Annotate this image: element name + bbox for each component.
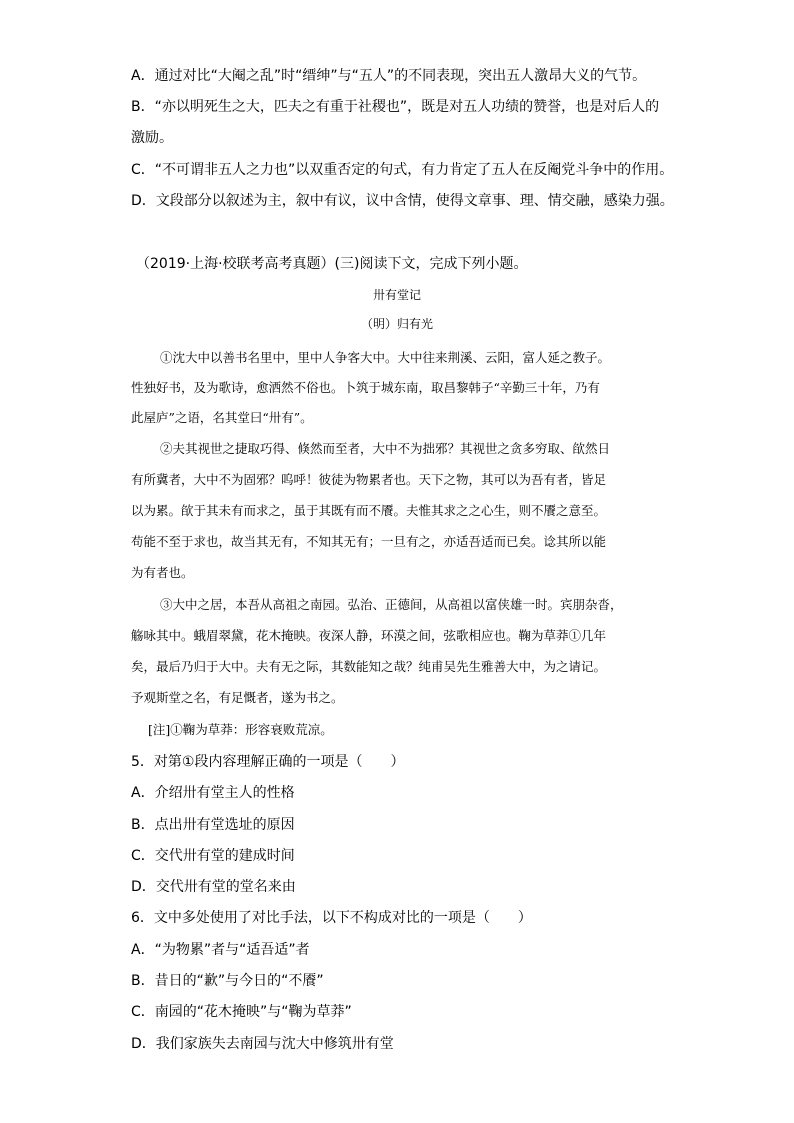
passage-line: 性独好书，及为歌诗，愈洒然不俗也。卜筑于城东南，取昌黎韩子“辛勤三十年，乃有 — [131, 380, 600, 395]
question-5-option-a: A．介绍卅有堂主人的性格 — [131, 785, 295, 801]
option-c: C．“不可谓非五人之力也”以双重否定的句式，有力肯定了五人在反阉党斗争中的作用。 — [131, 162, 674, 178]
question-5-option-d: D．交代卅有堂的堂名来由 — [131, 879, 296, 895]
passage-line: 矣，最后乃归于大中。夫有无之际，其数能知之哉？纯甫吴先生雅善大中，为之请记。 — [131, 659, 607, 674]
footnote: [注]①鞠为草莽：形容衰败荒凉。 — [148, 722, 333, 737]
option-b-continued: 激励。 — [131, 130, 173, 146]
passage-author: （明）归有光 — [360, 317, 433, 331]
passage-line: 为有者也。 — [131, 565, 194, 580]
question-6-option-c: C．南园的“花木掩映”与“鞠为草莽” — [131, 1004, 352, 1020]
question-6-stem: 6．文中多处使用了对比手法，以下不构成对比的一项是（ ） — [131, 910, 532, 926]
question-6-option-d: D．我们家族失去南园与沈大中修筑卅有堂 — [131, 1036, 394, 1052]
source-line: （2019·上海·校联考高考真题）(三)阅读下文，完成下列小题。 — [136, 256, 528, 272]
passage-line: ②夫其视世之捷取巧得、倏然而至者，大中不为拙邪？其视世之贪多穷取、欿然日 — [160, 441, 611, 456]
passage-line: 以为累。欿于其未有而求之，虽于其既有而不餍。夫惟其求之之心生，则不餍之意至。 — [131, 503, 607, 518]
option-b: B．“亦以明死生之大，匹夫之有重于社稷也”，既是对五人功绩的赞誉，也是对后人的 — [131, 99, 660, 115]
question-6-option-a: A．“为物累”者与“适吾适”者 — [131, 942, 310, 958]
passage-line: ①沈大中以善书名里中，里中人争客大中。大中往来荆溪、云阳，富人延之教子。 — [160, 350, 611, 365]
option-d: D．文段部分以叙述为主，叙中有议，议中含情，使得文章事、理、情交融，感染力强。 — [131, 193, 674, 209]
question-5-option-b: B．点出卅有堂选址的原因 — [131, 817, 295, 833]
passage-line: 此屋庐”之语，名其堂曰“卅有”。 — [131, 410, 313, 425]
passage-line: 予观斯堂之名，有足慨者，遂为书之。 — [131, 690, 344, 705]
passage-line: 觞咏其中。蛾眉翠黛，花木掩映。夜深人静，环漠之间，弦歌相应也。鞠为草莽①几年 — [131, 628, 607, 643]
question-5-option-c: C．交代卅有堂的建成时间 — [131, 848, 295, 864]
passage-title: 卅有堂记 — [372, 288, 421, 302]
option-a: A．通过对比“大阉之乱”时“缙绅”与“五人”的不同表现，突出五人激昂大义的气节。 — [131, 68, 647, 84]
passage-line: 苟能不至于求也，故当其无有，不知其无有；一旦有之，亦适吾适而已矣。谂其所以能 — [131, 534, 607, 549]
passage-line: 有所冀者，大中不为固邪？呜呼！彼徒为物累者也。天下之物，其可以为吾有者，皆足 — [131, 472, 607, 487]
question-5-stem: 5．对第①段内容理解正确的一项是（ ） — [131, 754, 405, 770]
passage-line: ③大中之居，本吾从高祖之南园。弘治、正德间，从高祖以富侠雄一时。宾朋杂沓， — [160, 597, 623, 612]
question-6-option-b: B．昔日的“歉”与今日的“不餍” — [131, 973, 324, 989]
